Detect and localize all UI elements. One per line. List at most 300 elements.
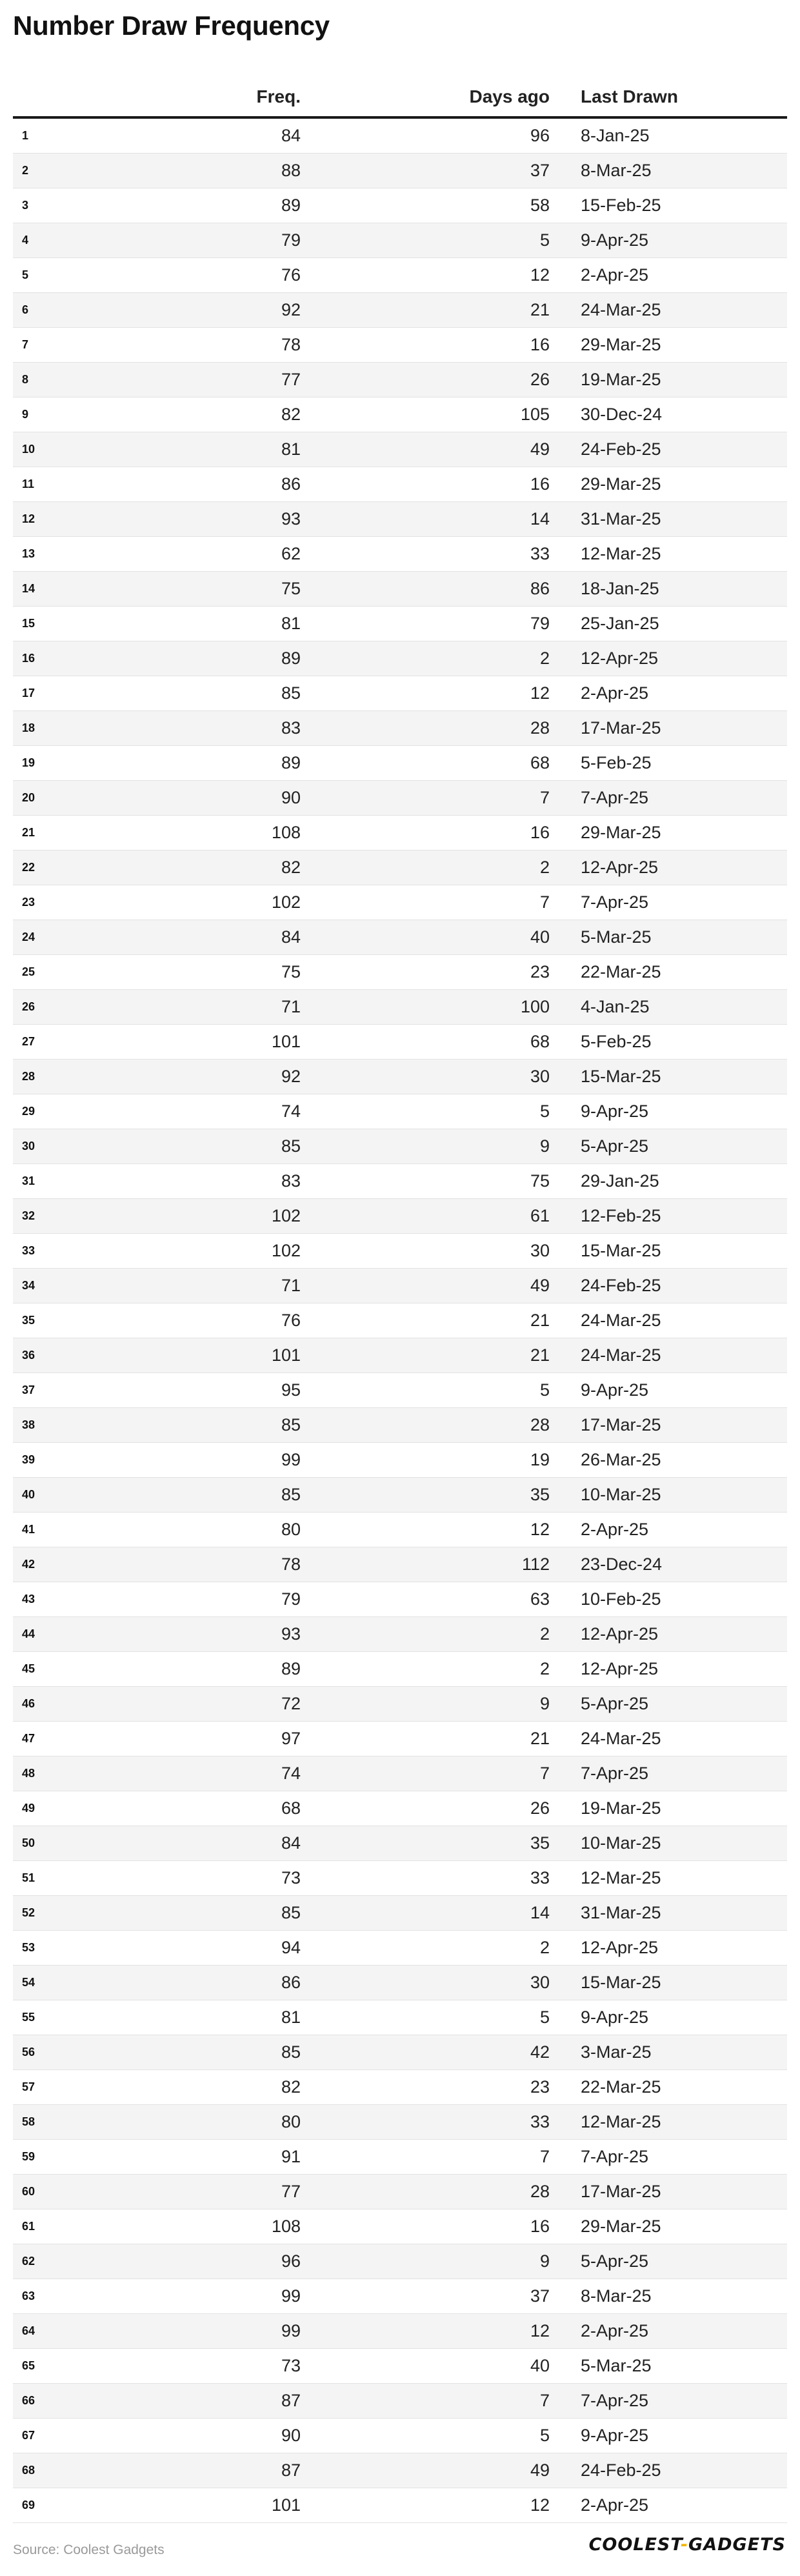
cell-freq: 108 <box>271 823 301 842</box>
cell-number: 44 <box>22 1627 35 1640</box>
cell-freq: 84 <box>281 1833 301 1853</box>
table-row <box>13 1443 787 1478</box>
cell-freq: 91 <box>281 2147 301 2166</box>
cell-days-ago: 12 <box>530 2321 550 2340</box>
cell-number: 51 <box>22 1871 35 1884</box>
cell-freq: 85 <box>281 1485 301 1504</box>
cell-days-ago: 28 <box>530 2182 550 2201</box>
cell-freq: 68 <box>281 1798 301 1818</box>
table-row <box>13 2000 787 2035</box>
cell-freq: 87 <box>281 2391 301 2410</box>
cell-last-drawn: 15-Mar-25 <box>581 1241 661 1260</box>
table-row <box>13 2384 787 2419</box>
table-row <box>13 1408 787 1443</box>
cell-freq: 85 <box>281 1903 301 1922</box>
cell-number: 35 <box>22 1314 35 1327</box>
cell-number: 42 <box>22 1558 35 1571</box>
cell-days-ago: 49 <box>530 439 550 459</box>
cell-number: 6 <box>22 303 29 316</box>
table-row <box>13 1373 787 1408</box>
table-row <box>13 1094 787 1129</box>
cell-days-ago: 2 <box>539 1659 550 1678</box>
table-row <box>13 188 787 223</box>
table-row <box>13 1025 787 1060</box>
table-row <box>13 816 787 850</box>
cell-number: 10 <box>22 443 35 456</box>
cell-freq: 62 <box>281 544 301 563</box>
table-row <box>13 572 787 607</box>
cell-last-drawn: 22-Mar-25 <box>581 962 661 981</box>
table-row <box>13 920 787 955</box>
cell-last-drawn: 2-Apr-25 <box>581 2495 649 2515</box>
logo-dash: - <box>680 2535 689 2555</box>
cell-freq: 73 <box>281 1868 301 1887</box>
cell-last-drawn: 9-Apr-25 <box>581 1380 649 1400</box>
cell-freq: 80 <box>281 2112 301 2131</box>
cell-days-ago: 23 <box>530 2077 550 2097</box>
cell-last-drawn: 10-Feb-25 <box>581 1589 661 1609</box>
header-last-drawn: Last Drawn <box>581 86 678 106</box>
cell-freq: 86 <box>281 1973 301 1992</box>
table-row <box>13 781 787 816</box>
cell-last-drawn: 8-Mar-25 <box>581 2286 652 2306</box>
cell-last-drawn: 26-Mar-25 <box>581 1450 661 1469</box>
cell-last-drawn: 12-Apr-25 <box>581 1659 659 1678</box>
cell-last-drawn: 12-Mar-25 <box>581 2112 661 2131</box>
cell-number: 20 <box>22 791 35 804</box>
cell-freq: 85 <box>281 2042 301 2062</box>
cell-freq: 99 <box>281 2286 301 2306</box>
cell-number: 24 <box>22 931 35 943</box>
cell-freq: 108 <box>271 2217 301 2236</box>
cell-freq: 76 <box>281 1311 301 1330</box>
cell-last-drawn: 7-Apr-25 <box>581 2391 649 2410</box>
cell-number: 45 <box>22 1662 35 1675</box>
cell-last-drawn: 17-Mar-25 <box>581 718 661 738</box>
table-row <box>13 1652 787 1687</box>
cell-last-drawn: 2-Apr-25 <box>581 683 649 703</box>
cell-last-drawn: 12-Mar-25 <box>581 544 661 563</box>
cell-days-ago: 5 <box>539 1380 550 1400</box>
cell-number: 11 <box>22 478 35 490</box>
table-row <box>13 1060 787 1094</box>
cell-days-ago: 2 <box>539 1624 550 1644</box>
cell-last-drawn: 2-Apr-25 <box>581 2321 649 2340</box>
cell-number: 18 <box>22 721 35 734</box>
cell-number: 58 <box>22 2115 35 2128</box>
table-row <box>13 850 787 885</box>
cell-days-ago: 21 <box>530 300 550 319</box>
cell-last-drawn: 9-Apr-25 <box>581 2426 649 2445</box>
cell-last-drawn: 29-Mar-25 <box>581 2217 661 2236</box>
cell-last-drawn: 17-Mar-25 <box>581 1415 661 1434</box>
table-body <box>13 119 787 2523</box>
cell-freq: 81 <box>281 614 301 633</box>
cell-last-drawn: 5-Mar-25 <box>581 927 652 947</box>
cell-last-drawn: 31-Mar-25 <box>581 509 661 528</box>
cell-days-ago: 28 <box>530 718 550 738</box>
table-row <box>13 1791 787 1826</box>
cell-number: 3 <box>22 199 29 212</box>
cell-number: 19 <box>22 756 35 769</box>
cell-days-ago: 16 <box>530 2217 550 2236</box>
cell-last-drawn: 5-Mar-25 <box>581 2356 652 2375</box>
cell-number: 56 <box>22 2046 35 2058</box>
cell-freq: 75 <box>281 579 301 598</box>
cell-number: 2 <box>22 164 29 177</box>
cell-last-drawn: 2-Apr-25 <box>581 265 649 285</box>
cell-days-ago: 21 <box>530 1729 550 1748</box>
cell-last-drawn: 25-Jan-25 <box>581 614 659 633</box>
cell-number: 62 <box>22 2255 35 2268</box>
cell-number: 30 <box>22 1140 35 1152</box>
cell-last-drawn: 24-Mar-25 <box>581 1345 661 1365</box>
table-row <box>13 1269 787 1303</box>
cell-last-drawn: 5-Feb-25 <box>581 753 652 772</box>
table-row <box>13 2244 787 2279</box>
table-row <box>13 1826 787 1861</box>
cell-number: 64 <box>22 2324 35 2337</box>
table-row <box>13 223 787 258</box>
cell-freq: 78 <box>281 1555 301 1574</box>
cell-days-ago: 33 <box>530 1868 550 1887</box>
brand-logo <box>589 2535 786 2555</box>
cell-days-ago: 112 <box>521 1555 550 1574</box>
cell-freq: 72 <box>281 1694 301 1713</box>
cell-number: 68 <box>22 2464 35 2477</box>
table-row <box>13 2175 787 2209</box>
cell-freq: 83 <box>281 1171 301 1191</box>
cell-freq: 89 <box>281 196 301 215</box>
cell-days-ago: 33 <box>530 2112 550 2131</box>
cell-days-ago: 49 <box>530 2460 550 2480</box>
logo-word-left: COOLEST <box>588 2535 681 2555</box>
table-row <box>13 1199 787 1234</box>
cell-freq: 74 <box>281 1764 301 1783</box>
cell-number: 13 <box>22 547 35 560</box>
cell-number: 41 <box>22 1523 35 1536</box>
table-row <box>13 1338 787 1373</box>
table-row <box>13 1756 787 1791</box>
cell-days-ago: 5 <box>539 2426 550 2445</box>
cell-number: 26 <box>22 1000 35 1013</box>
table-row <box>13 2070 787 2105</box>
table-row <box>13 2140 787 2175</box>
cell-freq: 102 <box>271 1241 301 1260</box>
cell-last-drawn: 10-Mar-25 <box>581 1485 661 1504</box>
cell-number: 55 <box>22 2011 35 2024</box>
cell-days-ago: 63 <box>530 1589 550 1609</box>
cell-days-ago: 5 <box>539 2007 550 2027</box>
cell-days-ago: 61 <box>530 1206 550 1225</box>
cell-number: 40 <box>22 1488 35 1501</box>
cell-days-ago: 30 <box>530 1067 550 1086</box>
table-row <box>13 119 787 154</box>
cell-freq: 84 <box>281 126 301 145</box>
table-row <box>13 2419 787 2453</box>
cell-number: 37 <box>22 1384 35 1396</box>
cell-number: 28 <box>22 1070 35 1083</box>
cell-last-drawn: 24-Feb-25 <box>581 439 661 459</box>
cell-number: 22 <box>22 861 35 874</box>
cell-last-drawn: 5-Apr-25 <box>581 1136 649 1156</box>
cell-number: 38 <box>22 1418 35 1431</box>
cell-days-ago: 40 <box>530 2356 550 2375</box>
table-row <box>13 641 787 676</box>
cell-number: 65 <box>22 2359 35 2372</box>
cell-last-drawn: 15-Mar-25 <box>581 1067 661 1086</box>
cell-freq: 71 <box>281 997 301 1016</box>
cell-days-ago: 9 <box>539 1136 550 1156</box>
cell-freq: 79 <box>281 230 301 250</box>
cell-last-drawn: 19-Mar-25 <box>581 1798 661 1818</box>
cell-number: 29 <box>22 1105 35 1118</box>
cell-days-ago: 12 <box>530 2495 550 2515</box>
cell-number: 54 <box>22 1976 35 1989</box>
cell-days-ago: 16 <box>530 335 550 354</box>
table-row <box>13 328 787 363</box>
cell-last-drawn: 24-Feb-25 <box>581 1276 661 1295</box>
header-freq: Freq. <box>256 86 301 106</box>
table-row <box>13 607 787 641</box>
cell-last-drawn: 7-Apr-25 <box>581 892 649 912</box>
cell-freq: 77 <box>281 370 301 389</box>
cell-freq: 102 <box>271 892 301 912</box>
cell-number: 46 <box>22 1697 35 1710</box>
cell-days-ago: 2 <box>539 858 550 877</box>
cell-number: 34 <box>22 1279 35 1292</box>
table-row <box>13 502 787 537</box>
cell-number: 67 <box>22 2429 35 2442</box>
frequency-table <box>13 71 787 2523</box>
table-row <box>13 1687 787 1722</box>
cell-last-drawn: 12-Apr-25 <box>581 1624 659 1644</box>
cell-number: 7 <box>22 338 29 351</box>
cell-freq: 75 <box>281 962 301 981</box>
cell-last-drawn: 18-Jan-25 <box>581 579 659 598</box>
cell-last-drawn: 7-Apr-25 <box>581 1764 649 1783</box>
cell-freq: 101 <box>271 2495 301 2515</box>
cell-days-ago: 12 <box>530 1520 550 1539</box>
cell-number: 60 <box>22 2185 35 2198</box>
cell-freq: 95 <box>281 1380 301 1400</box>
cell-freq: 89 <box>281 753 301 772</box>
cell-freq: 89 <box>281 1659 301 1678</box>
cell-days-ago: 68 <box>530 753 550 772</box>
cell-last-drawn: 15-Feb-25 <box>581 196 661 215</box>
cell-number: 52 <box>22 1906 35 1919</box>
table-row <box>13 1861 787 1896</box>
cell-freq: 76 <box>281 265 301 285</box>
table-row <box>13 2035 787 2070</box>
cell-number: 23 <box>22 896 35 909</box>
cell-days-ago: 19 <box>530 1450 550 1469</box>
cell-days-ago: 7 <box>539 892 550 912</box>
table-row <box>13 432 787 467</box>
cell-last-drawn: 2-Apr-25 <box>581 1520 649 1539</box>
cell-days-ago: 7 <box>539 2147 550 2166</box>
cell-number: 61 <box>22 2220 35 2233</box>
cell-last-drawn: 8-Jan-25 <box>581 126 650 145</box>
table-row <box>13 1547 787 1582</box>
cell-last-drawn: 12-Feb-25 <box>581 1206 661 1225</box>
cell-freq: 82 <box>281 405 301 424</box>
cell-number: 5 <box>22 268 29 281</box>
cell-number: 8 <box>22 373 29 386</box>
table-row <box>13 258 787 293</box>
cell-freq: 85 <box>281 1136 301 1156</box>
cell-last-drawn: 15-Mar-25 <box>581 1973 661 1992</box>
cell-number: 16 <box>22 652 35 665</box>
cell-days-ago: 7 <box>539 788 550 807</box>
cell-freq: 92 <box>281 1067 301 1086</box>
cell-freq: 73 <box>281 2356 301 2375</box>
header-number <box>22 71 99 116</box>
cell-days-ago: 23 <box>530 962 550 981</box>
cell-number: 36 <box>22 1349 35 1362</box>
cell-last-drawn: 24-Mar-25 <box>581 1311 661 1330</box>
table-row <box>13 363 787 397</box>
cell-number: 4 <box>22 234 29 247</box>
cell-days-ago: 14 <box>530 509 550 528</box>
cell-last-drawn: 29-Mar-25 <box>581 335 661 354</box>
cell-freq: 87 <box>281 2460 301 2480</box>
table-row <box>13 1164 787 1199</box>
table-row <box>13 293 787 328</box>
table-row <box>13 537 787 572</box>
cell-number: 25 <box>22 965 35 978</box>
cell-number: 32 <box>22 1209 35 1222</box>
table-row <box>13 1513 787 1547</box>
cell-freq: 85 <box>281 683 301 703</box>
cell-freq: 79 <box>281 1589 301 1609</box>
cell-days-ago: 68 <box>530 1032 550 1051</box>
cell-freq: 86 <box>281 474 301 494</box>
table-row <box>13 990 787 1025</box>
table-row <box>13 1896 787 1931</box>
cell-number: 17 <box>22 687 35 699</box>
cell-freq: 83 <box>281 718 301 738</box>
cell-last-drawn: 5-Apr-25 <box>581 1694 649 1713</box>
table-row <box>13 1478 787 1513</box>
cell-days-ago: 35 <box>530 1833 550 1853</box>
cell-days-ago: 40 <box>530 927 550 947</box>
cell-last-drawn: 7-Apr-25 <box>581 788 649 807</box>
table-row <box>13 1966 787 2000</box>
cell-freq: 82 <box>281 2077 301 2097</box>
cell-days-ago: 26 <box>530 1798 550 1818</box>
cell-days-ago: 26 <box>530 370 550 389</box>
cell-days-ago: 2 <box>539 649 550 668</box>
cell-days-ago: 16 <box>530 474 550 494</box>
cell-number: 66 <box>22 2394 35 2407</box>
cell-number: 48 <box>22 1767 35 1780</box>
cell-last-drawn: 24-Mar-25 <box>581 300 661 319</box>
table-row <box>13 2279 787 2314</box>
cell-number: 27 <box>22 1035 35 1048</box>
cell-days-ago: 14 <box>530 1903 550 1922</box>
cell-days-ago: 37 <box>530 2286 550 2306</box>
cell-days-ago: 100 <box>520 997 550 1016</box>
cell-freq: 94 <box>281 1938 301 1957</box>
cell-days-ago: 49 <box>530 1276 550 1295</box>
cell-freq: 85 <box>281 1415 301 1434</box>
cell-freq: 99 <box>281 2321 301 2340</box>
cell-days-ago: 96 <box>530 126 550 145</box>
table-row <box>13 676 787 711</box>
cell-last-drawn: 30-Dec-24 <box>581 405 663 424</box>
cell-days-ago: 79 <box>530 614 550 633</box>
cell-freq: 101 <box>271 1032 301 1051</box>
table-row <box>13 1129 787 1164</box>
cell-freq: 81 <box>281 439 301 459</box>
cell-last-drawn: 4-Jan-25 <box>581 997 650 1016</box>
cell-freq: 89 <box>281 649 301 668</box>
cell-days-ago: 37 <box>530 161 550 180</box>
cell-number: 21 <box>22 826 35 839</box>
cell-number: 15 <box>22 617 35 630</box>
cell-days-ago: 105 <box>520 405 550 424</box>
cell-number: 50 <box>22 1836 35 1849</box>
table-row <box>13 1722 787 1756</box>
cell-days-ago: 30 <box>530 1241 550 1260</box>
cell-freq: 82 <box>281 858 301 877</box>
cell-days-ago: 42 <box>530 2042 550 2062</box>
cell-days-ago: 7 <box>539 2391 550 2410</box>
cell-freq: 102 <box>271 1206 301 1225</box>
cell-number: 12 <box>22 512 35 525</box>
table-row <box>13 1931 787 1966</box>
cell-freq: 88 <box>281 161 301 180</box>
cell-freq: 78 <box>281 335 301 354</box>
chart-title: Number Draw Frequency <box>13 10 330 41</box>
cell-days-ago: 12 <box>530 683 550 703</box>
header-days-ago: Days ago <box>469 86 550 106</box>
cell-last-drawn: 29-Mar-25 <box>581 823 661 842</box>
cell-days-ago: 58 <box>530 196 550 215</box>
cell-freq: 93 <box>281 509 301 528</box>
table-row <box>13 2488 787 2523</box>
cell-last-drawn: 22-Mar-25 <box>581 2077 661 2097</box>
cell-last-drawn: 5-Apr-25 <box>581 2251 649 2271</box>
cell-days-ago: 30 <box>530 1973 550 1992</box>
cell-last-drawn: 23-Dec-24 <box>581 1555 663 1574</box>
cell-freq: 81 <box>281 2007 301 2027</box>
cell-days-ago: 21 <box>530 1345 550 1365</box>
cell-last-drawn: 31-Mar-25 <box>581 1903 661 1922</box>
cell-last-drawn: 12-Mar-25 <box>581 1868 661 1887</box>
table-row <box>13 2453 787 2488</box>
cell-number: 59 <box>22 2150 35 2163</box>
cell-days-ago: 9 <box>539 2251 550 2271</box>
cell-days-ago: 33 <box>530 544 550 563</box>
cell-number: 63 <box>22 2289 35 2302</box>
table-row <box>13 1617 787 1652</box>
cell-days-ago: 16 <box>530 823 550 842</box>
cell-freq: 101 <box>271 1345 301 1365</box>
cell-last-drawn: 9-Apr-25 <box>581 2007 649 2027</box>
cell-last-drawn: 9-Apr-25 <box>581 230 649 250</box>
table-row <box>13 467 787 502</box>
cell-number: 14 <box>22 582 35 595</box>
cell-last-drawn: 9-Apr-25 <box>581 1102 649 1121</box>
cell-number: 9 <box>22 408 29 421</box>
table-row <box>13 154 787 188</box>
table-row <box>13 1582 787 1617</box>
cell-number: 31 <box>22 1174 35 1187</box>
cell-days-ago: 2 <box>539 1938 550 1957</box>
cell-freq: 80 <box>281 1520 301 1539</box>
